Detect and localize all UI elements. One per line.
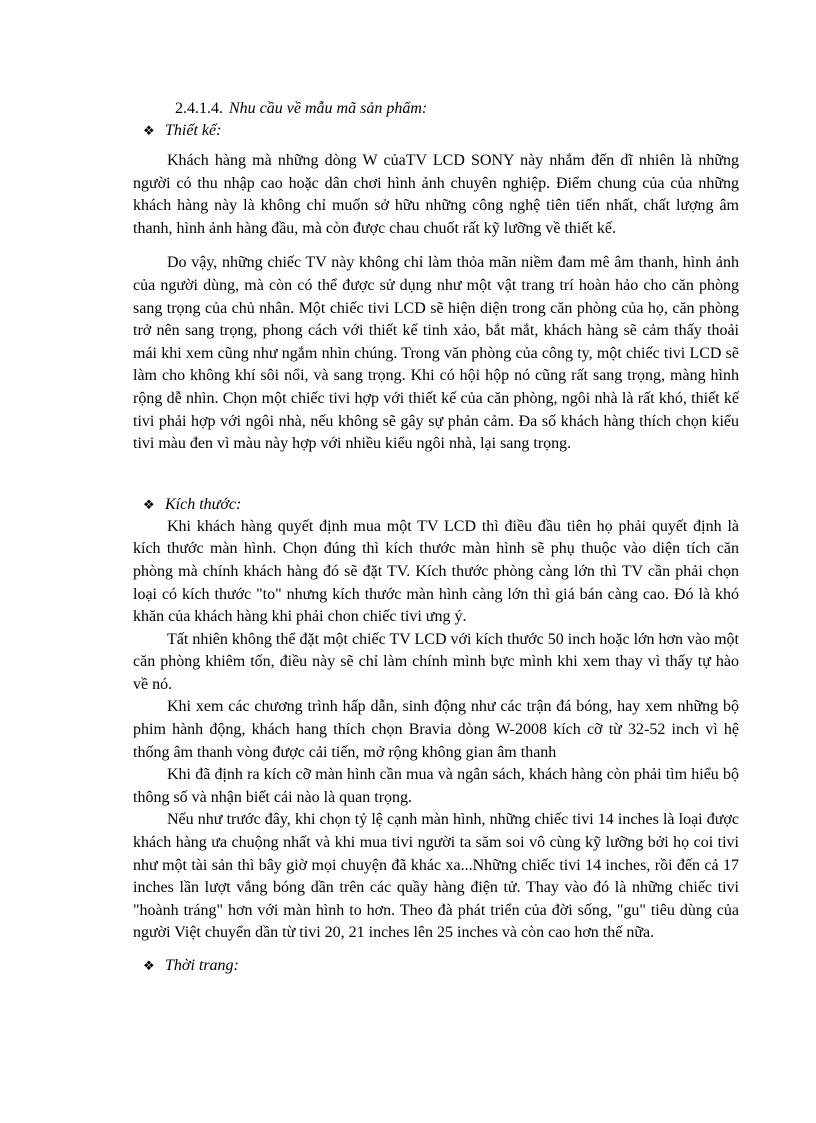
fashion-heading-text: Thời trang: bbox=[165, 957, 239, 974]
fashion-heading bbox=[133, 955, 739, 977]
size-paragraph-3: Khi xem các chương trình hấp dẫn, sinh động như các trận đá bóng, hay xem những bộ phim hành động, khách hang thích chọn Bravia dòng W-2008 kích cỡ từ 32-52 inch vì hệ thống âm thanh vòng được cải tiến, mở rộng không gian âm thanh bbox=[133, 698, 739, 761]
design-paragraph-1: Khách hàng mà những dòng W củaTV LCD SONY này nhắm đến dĩ nhiên là những người có thu nhập cao hoặc dân chơi hình ảnh chuyên nghiệp. Điểm chung của của những khách hàng này là không chỉ muốn sở hữu những công nghệ tiên tiến nhất, chất lượng âm thanh, hình ảnh hàng đầu, mà còn được chau chuốt rất kỹ lưỡng về thiết kế. bbox=[133, 152, 739, 237]
size-heading bbox=[133, 494, 739, 516]
section-heading bbox=[133, 98, 739, 120]
size-heading-text: Kích thước: bbox=[165, 495, 242, 513]
diamond-bullet-icon: ❖ bbox=[143, 958, 155, 973]
design-heading-text: Thiết kế: bbox=[165, 122, 222, 139]
design-heading bbox=[133, 120, 739, 142]
section-title: Nhu cầu về mẫu mã sản phẩm: bbox=[229, 100, 428, 117]
size-paragraph-5: Nếu như trước đây, khi chọn tỷ lệ cạnh màn hình, những chiếc tivi 14 inches là loại được khách hàng ưa chuộng nhất và khi mua tivi người ta săm soi vô cùng kỹ lưỡng bởi họ coi tivi như một tài sản thì bây giờ mọi chuyện đã khác xa...Những chiếc tivi 14 inches, rồi đến cả 17 inches lần lượt vắng bóng dần trên các quầy hàng điện tử. Thay vào đó là những chiếc tivi "hoành tráng" hơn với màn hình to hơn. Theo đà phát triển của đời sống, "gu" tiêu dùng của người Việt chuyển dần từ tivi 20, 21 inches lên 25 inches và còn cao hơn thế nữa. bbox=[133, 811, 739, 942]
size-paragraph-4: Khi đã định ra kích cỡ màn hình cần mua và ngân sách, khách hàng còn phải tìm hiểu bộ thông số và nhận biết cái nào là quan trọng. bbox=[133, 766, 739, 806]
design-paragraph-2: Do vậy, những chiếc TV này không chỉ làm thỏa mãn niềm đam mê âm thanh, hình ảnh của người dùng, mà còn có thể được sử dụng như một vật trang trí hoàn hảo cho căn phòng sang trọng của chủ nhân. Một chiếc tivi LCD sẽ hiện diện trong căn phòng của họ, căn phòng trở nên sang trọng, phong cách với thiết kế tinh xảo, bắt mắt, khách hàng sẽ cảm thấy thoải mái khi xem cũng như ngắm nhìn chúng. Trong văn phòng của công ty, một chiếc tivi LCD sẽ làm cho không khí sôi nổi, và sang trọng. Khi có hội hộp nó cũng rất sang trọng, màng hình rộng dễ nhìn. Chọn một chiếc tivi hợp với thiết kế của căn phòng, ngôi nhà là rất khó, thiết kế tivi phải hợp với ngôi nhà, nếu không sẽ gây sự phản cảm. Đa số khách hàng thích chọn kiểu tivi màu đen vì màu này hợp với nhiều kiểu ngôi nhà, lại sang trọng. bbox=[133, 254, 739, 453]
section-number: 2.4.1.4. bbox=[175, 100, 223, 117]
size-paragraph-1: Khi khách hàng quyết định mua một TV LCD thì điều đầu tiên họ phải quyết định là kích thước màn hình. Chọn đúng thì kích thước màn hình sẽ phụ thuộc vào diện tích căn phòng mà chính khách hàng đó sẽ đặt TV. Kích thước phòng càng lớn thì TV cần phải chọn loại có kích thước "to" nhưng kích thước màn hình càng lớn thì giá bán càng cao. Đó là khó khăn của khách hàng khi phải chon chiếc tivi ưng ý. bbox=[133, 517, 739, 626]
diamond-bullet-icon: ❖ bbox=[143, 496, 155, 512]
diamond-bullet-icon: ❖ bbox=[143, 123, 155, 138]
document-content bbox=[133, 98, 739, 977]
size-paragraph-2: Tất nhiên không thể đặt một chiếc TV LCD với kích thước 50 inch hoặc lớn hơn vào một căn phòng khiêm tốn, điều này sẽ chỉ làm chính mình bực mình khi xem thay vì thấy tự hào về nó. bbox=[133, 630, 739, 693]
